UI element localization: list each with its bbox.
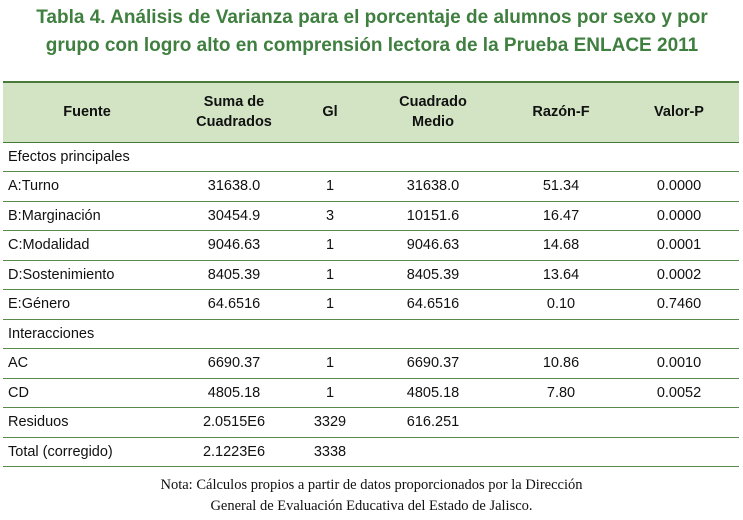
table-row bbox=[3, 408, 739, 438]
mean-square-cell: 31638.0 bbox=[363, 172, 503, 202]
header-valor-p: Valor-P bbox=[619, 82, 739, 142]
header-suma-line-2: Cuadrados bbox=[196, 114, 272, 131]
source-cell: B:Marginación bbox=[3, 201, 171, 231]
section-row-main-effects bbox=[3, 142, 739, 172]
note-line-1: Nota: Cálculos propios a partir de datos proporcionados por la Dirección bbox=[160, 477, 583, 493]
df-cell: 1 bbox=[297, 349, 363, 379]
note-line-2: General de Evaluación Educativa del Estado de Jalisco. bbox=[210, 498, 533, 514]
title-line-1: Tabla 4. Análisis de Varianza para el porcentaje de alumnos por sexo y por bbox=[36, 7, 708, 28]
table-row bbox=[3, 349, 739, 379]
p-value-cell: 0.7460 bbox=[619, 290, 739, 320]
p-value-cell: 0.0001 bbox=[619, 231, 739, 261]
table-row bbox=[3, 231, 739, 261]
mean-square-cell: 9046.63 bbox=[363, 231, 503, 261]
source-cell: AC bbox=[3, 349, 171, 379]
source-cell: A:Turno bbox=[3, 172, 171, 202]
f-ratio-cell: 0.10 bbox=[503, 290, 619, 320]
df-cell: 3338 bbox=[297, 437, 363, 467]
f-ratio-cell: 10.86 bbox=[503, 349, 619, 379]
sum-squares-cell: 6690.37 bbox=[171, 349, 297, 379]
anova-table bbox=[3, 81, 739, 467]
f-ratio-cell: 16.47 bbox=[503, 201, 619, 231]
p-value-cell: 0.0002 bbox=[619, 260, 739, 290]
title-line-2: grupo con logro alto en comprensión lectora de la Prueba ENLACE 2011 bbox=[45, 35, 699, 56]
df-cell: 1 bbox=[297, 378, 363, 408]
source-cell: Residuos bbox=[3, 408, 171, 438]
f-ratio-cell bbox=[503, 437, 619, 467]
source-cell: D:Sostenimiento bbox=[3, 260, 171, 290]
source-cell: CD bbox=[3, 378, 171, 408]
p-value-cell: 0.0000 bbox=[619, 172, 739, 202]
header-row bbox=[3, 82, 739, 142]
source-cell: Total (corregido) bbox=[3, 437, 171, 467]
table-row bbox=[3, 172, 739, 202]
sum-squares-cell: 4805.18 bbox=[171, 378, 297, 408]
table-row bbox=[3, 378, 739, 408]
p-value-cell: 0.0010 bbox=[619, 349, 739, 379]
header-cm-line-1: Cuadrado bbox=[399, 94, 467, 111]
mean-square-cell: 6690.37 bbox=[363, 349, 503, 379]
table-row bbox=[3, 437, 739, 467]
header-cuadrado-medio bbox=[363, 82, 503, 142]
f-ratio-cell: 51.34 bbox=[503, 172, 619, 202]
sum-squares-cell: 8405.39 bbox=[171, 260, 297, 290]
sum-squares-cell: 2.0515E6 bbox=[171, 408, 297, 438]
table-row bbox=[3, 290, 739, 320]
mean-square-cell: 4805.18 bbox=[363, 378, 503, 408]
table-title bbox=[6, 4, 738, 60]
section-label: Interacciones bbox=[3, 319, 739, 349]
header-razon-f: Razón-F bbox=[503, 82, 619, 142]
header-cm-line-2: Medio bbox=[412, 114, 454, 131]
source-cell: C:Modalidad bbox=[3, 231, 171, 261]
f-ratio-cell: 13.64 bbox=[503, 260, 619, 290]
df-cell: 3 bbox=[297, 201, 363, 231]
sum-squares-cell: 64.6516 bbox=[171, 290, 297, 320]
header-suma-line-1: Suma de bbox=[203, 94, 265, 111]
mean-square-cell: 64.6516 bbox=[363, 290, 503, 320]
source-cell: E:Género bbox=[3, 290, 171, 320]
table-row bbox=[3, 260, 739, 290]
mean-square-cell: 616.251 bbox=[363, 408, 503, 438]
sum-squares-cell: 9046.63 bbox=[171, 231, 297, 261]
mean-square-cell: 10151.6 bbox=[363, 201, 503, 231]
f-ratio-cell bbox=[503, 408, 619, 438]
section-row-interactions bbox=[3, 319, 739, 349]
p-value-cell bbox=[619, 408, 739, 438]
p-value-cell bbox=[619, 437, 739, 467]
mean-square-cell: 8405.39 bbox=[363, 260, 503, 290]
sum-squares-cell: 31638.0 bbox=[171, 172, 297, 202]
sum-squares-cell: 2.1223E6 bbox=[171, 437, 297, 467]
header-suma-cuadrados bbox=[171, 82, 297, 142]
table-note bbox=[0, 475, 743, 517]
mean-square-cell bbox=[363, 437, 503, 467]
f-ratio-cell: 7.80 bbox=[503, 378, 619, 408]
section-label: Efectos principales bbox=[3, 142, 739, 172]
header-gl: Gl bbox=[297, 82, 363, 142]
df-cell: 1 bbox=[297, 260, 363, 290]
f-ratio-cell: 14.68 bbox=[503, 231, 619, 261]
df-cell: 1 bbox=[297, 290, 363, 320]
table-row bbox=[3, 201, 739, 231]
p-value-cell: 0.0000 bbox=[619, 201, 739, 231]
sum-squares-cell: 30454.9 bbox=[171, 201, 297, 231]
header-fuente: Fuente bbox=[3, 82, 171, 142]
df-cell: 1 bbox=[297, 172, 363, 202]
p-value-cell: 0.0052 bbox=[619, 378, 739, 408]
df-cell: 3329 bbox=[297, 408, 363, 438]
df-cell: 1 bbox=[297, 231, 363, 261]
